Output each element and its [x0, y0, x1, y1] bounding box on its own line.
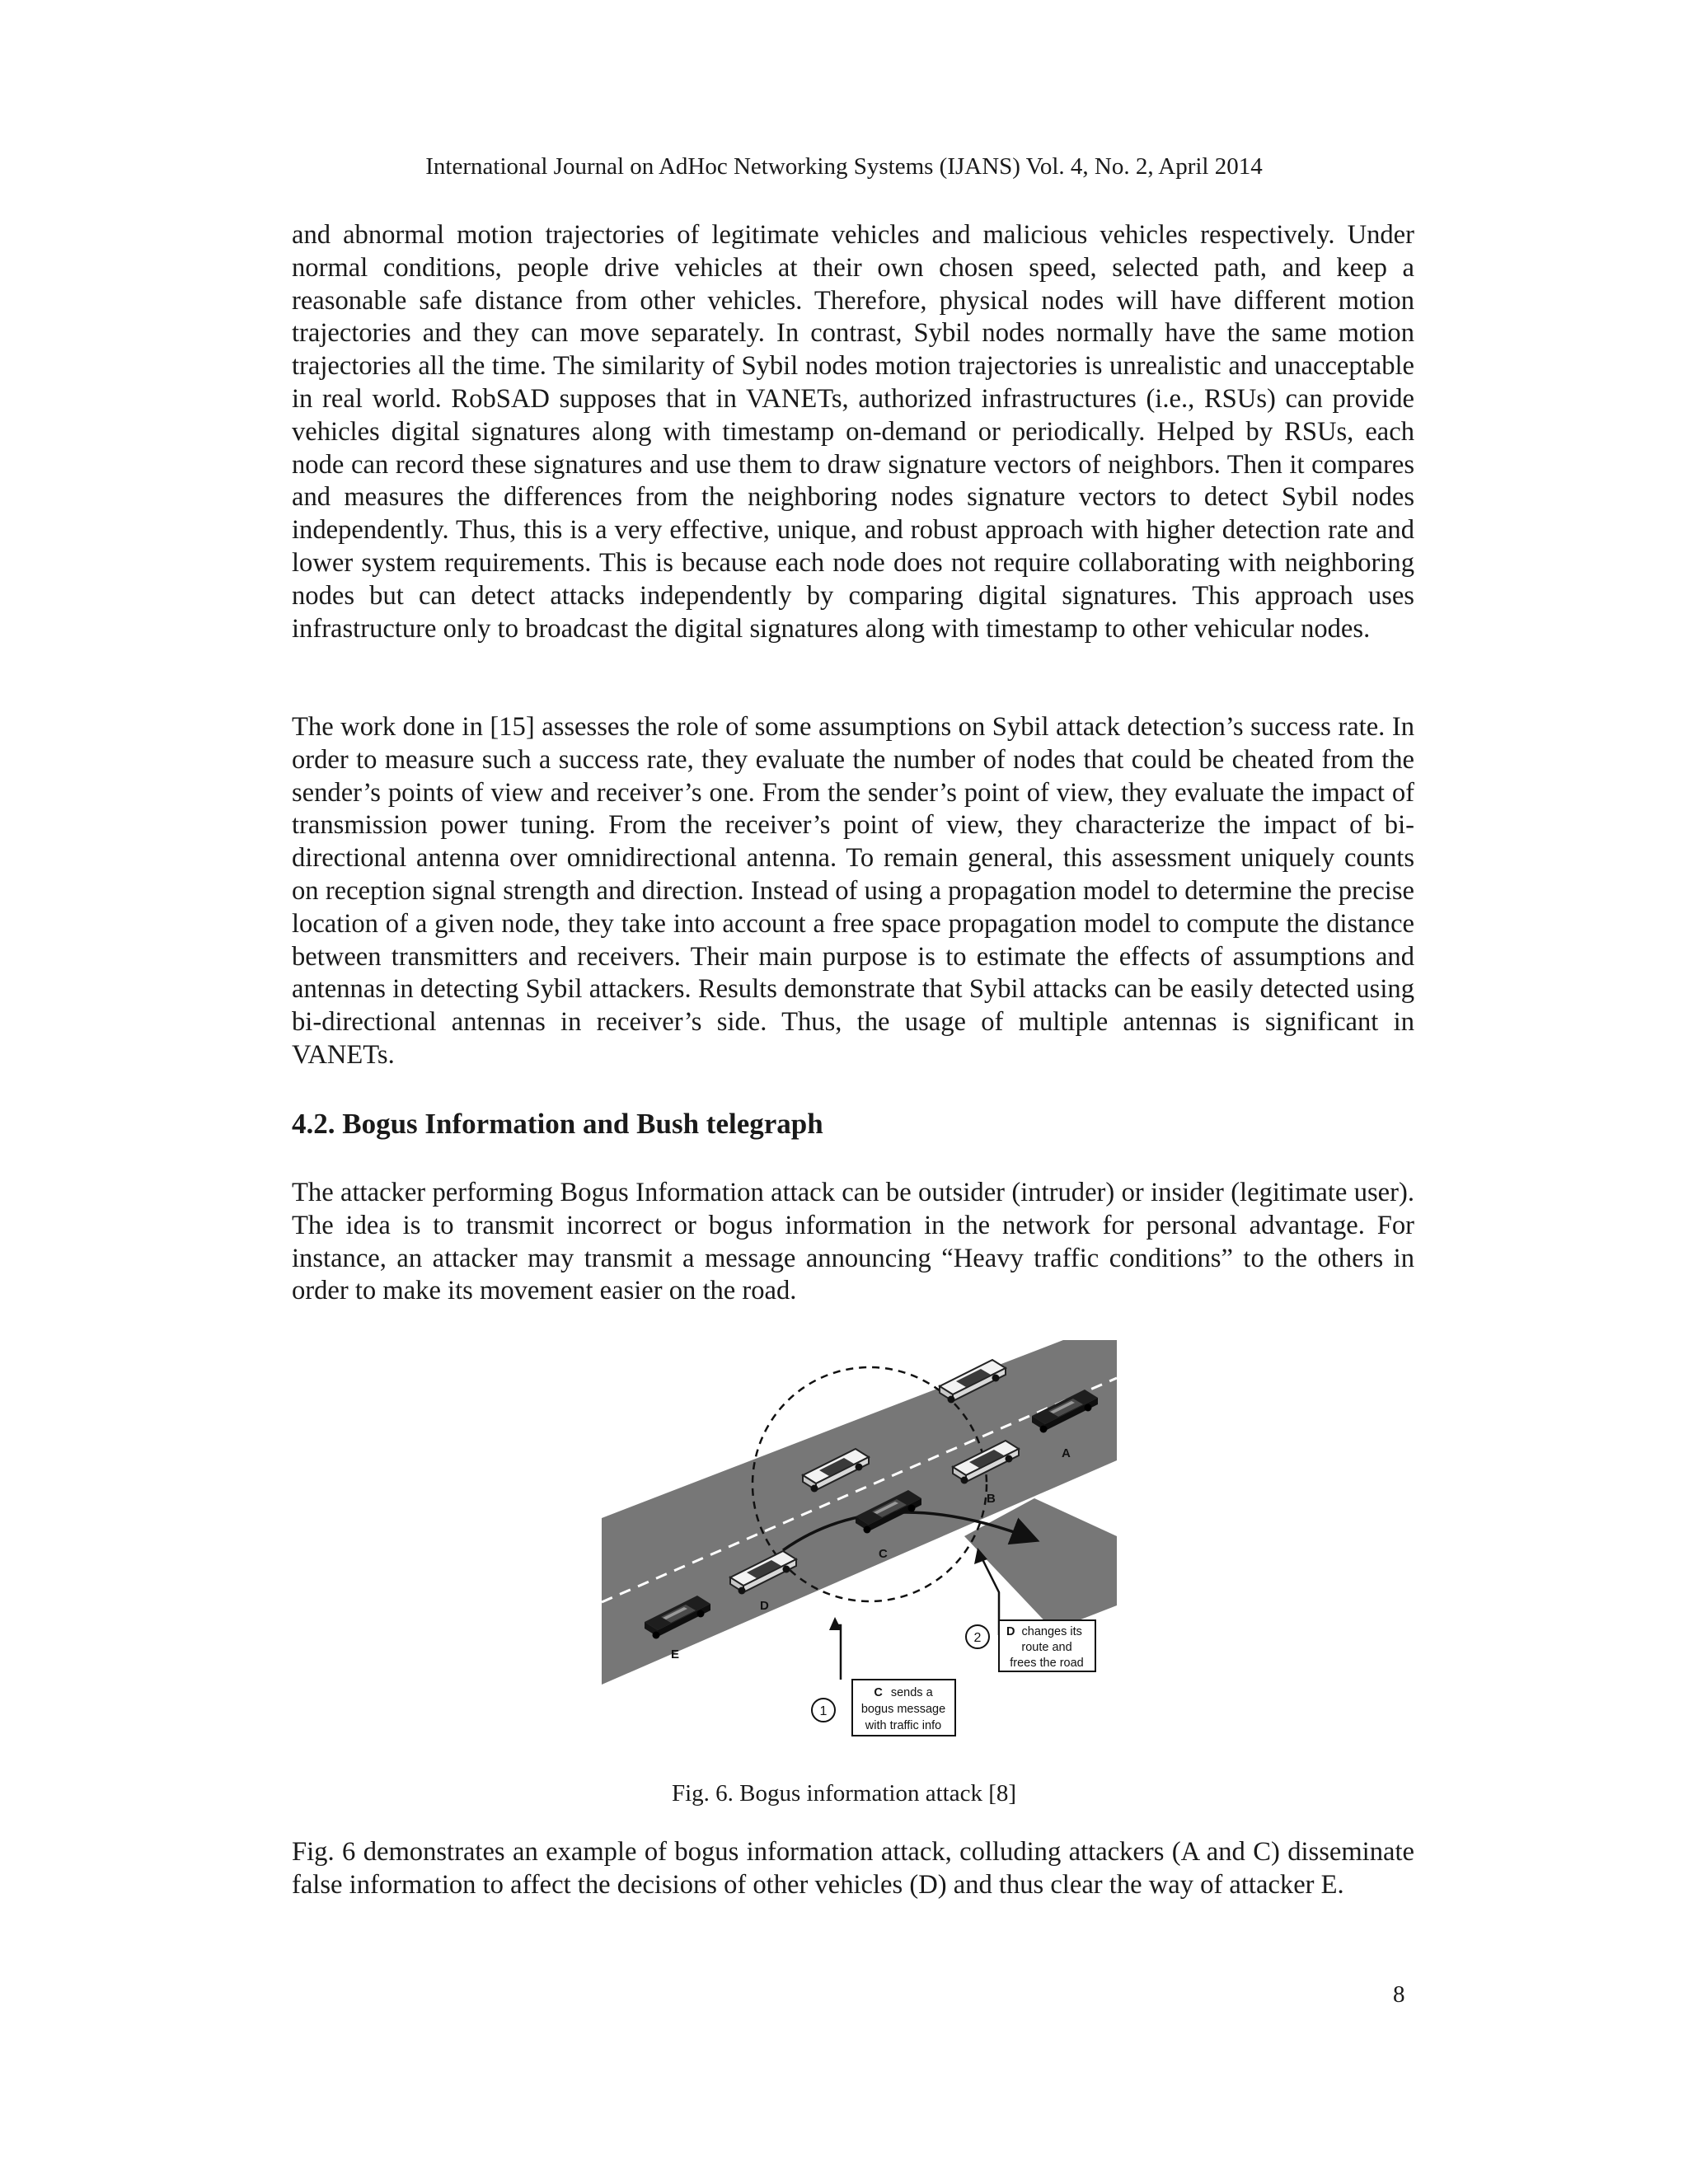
callout-step-2: [966, 1620, 1095, 1671]
step-2-actor: D: [1006, 1625, 1015, 1638]
step-1-actor: C: [874, 1686, 883, 1699]
step-2-line3: frees the road: [1010, 1657, 1084, 1670]
paragraph-sybil-antennas: The work done in [15] assesses the role of some assumptions on Sybil attack detection’s success rate. In order to measure such a success rate, they evaluate the number of nodes that could be cheated from the sender’s points of view and receiver’s one. From the sender’s point of view, they evaluate the impact of transmission power tuning. From the receiver’s point of view, they characterize the impact of bi-directional antenna over omnidirectional antenna. To remain general, this assessment uniquely counts on reception signal strength and direction. Instead of using a propagation model to determine the precise location of a given node, they take into account a free space propagation model to compute the distance between transmitters and receivers. Their main purpose is to estimate the effects of assumptions and antennas in detecting Sybil attackers. Results demonstrate that Sybil attacks can be easily detected using bi-directional antennas in receiver’s side. Thus, the usage of multiple antennas is significant in VANETs.: [292, 712, 1414, 1070]
svg-text:D changes its: [1006, 1625, 1082, 1638]
paragraph-bogus-information: The attacker performing Bogus Information attack can be outsider (intruder) or insider (legitimate user). The idea is to transmit incorrect or bogus information in the network for personal advantage. For instance, an attacker may transmit a message announcing “Heavy traffic conditions” to the others in order to make its movement easier on the road.: [292, 1178, 1414, 1306]
step-2-line2: route and: [1021, 1641, 1072, 1654]
paragraph-sybil-trajectories: and abnormal motion trajectories of legitimate vehicles and malicious vehicles respectively. Under normal conditions, people drive vehicles at their own chosen speed, selected path, and keep a reasonable safe distance from other vehicles. Therefore, physical nodes will have different motion trajectories and they can move separately. In contrast, Sybil nodes normally have the same motion trajectories all the time. The similarity of Sybil nodes motion trajectories is unrealistic and unacceptable in real world. RobSAD supposes that in VANETs, authorized infrastructures (i.e., RSUs) can provide vehicles digital signatures along with timestamp on-demand or periodically. Helped by RSUs, each node can record these signatures and use them to draw signature vectors of neighbors. Then it compares and measures the differences from the neighboring nodes signature vectors to detect Sybil nodes independently. Thus, this is a very effective, unique, and robust approach with higher detection rate and lower system requirements. This is because each node does not require collaborating with neighboring nodes but can detect attacks independently by comparing digital signatures. This approach uses infrastructure only to broadcast the digital signatures along with timestamp to other vehicular nodes.: [292, 220, 1414, 644]
step-2-line1: changes its: [1021, 1625, 1082, 1638]
paragraph-figure-explanation: Fig. 6 demonstrates an example of bogus information attack, colluding attackers (A and C) disseminate false information to affect the decisions of other vehicles (D) and thus clear the way of attacker E.: [292, 1837, 1414, 1900]
step-1-line2: bogus message: [860, 1703, 946, 1716]
page-number: 8: [1393, 1981, 1405, 2008]
label-a: A: [1062, 1446, 1071, 1460]
label-d: D: [760, 1599, 769, 1613]
callout-pointer-1: [836, 1625, 841, 1680]
label-c: C: [879, 1547, 888, 1561]
step-1-line1: sends a: [890, 1686, 933, 1699]
step-1-line3: with traffic info: [865, 1719, 942, 1732]
label-e: E: [671, 1647, 680, 1661]
svg-text:C sends a: [874, 1686, 933, 1699]
running-head: International Journal on AdHoc Networking Systems (IJANS) Vol. 4, No. 2, April 2014: [425, 153, 1263, 180]
label-b: B: [987, 1492, 996, 1506]
step-2-number: 2: [973, 1631, 982, 1645]
figure-caption: Fig. 6. Bogus information attack [8]: [671, 1780, 1017, 1807]
callout-step-1: [812, 1680, 955, 1736]
bogus-information-figure: [602, 1340, 1117, 1744]
section-heading: 4.2. Bogus Information and Bush telegraph: [292, 1108, 823, 1140]
step-1-number: 1: [819, 1704, 828, 1718]
